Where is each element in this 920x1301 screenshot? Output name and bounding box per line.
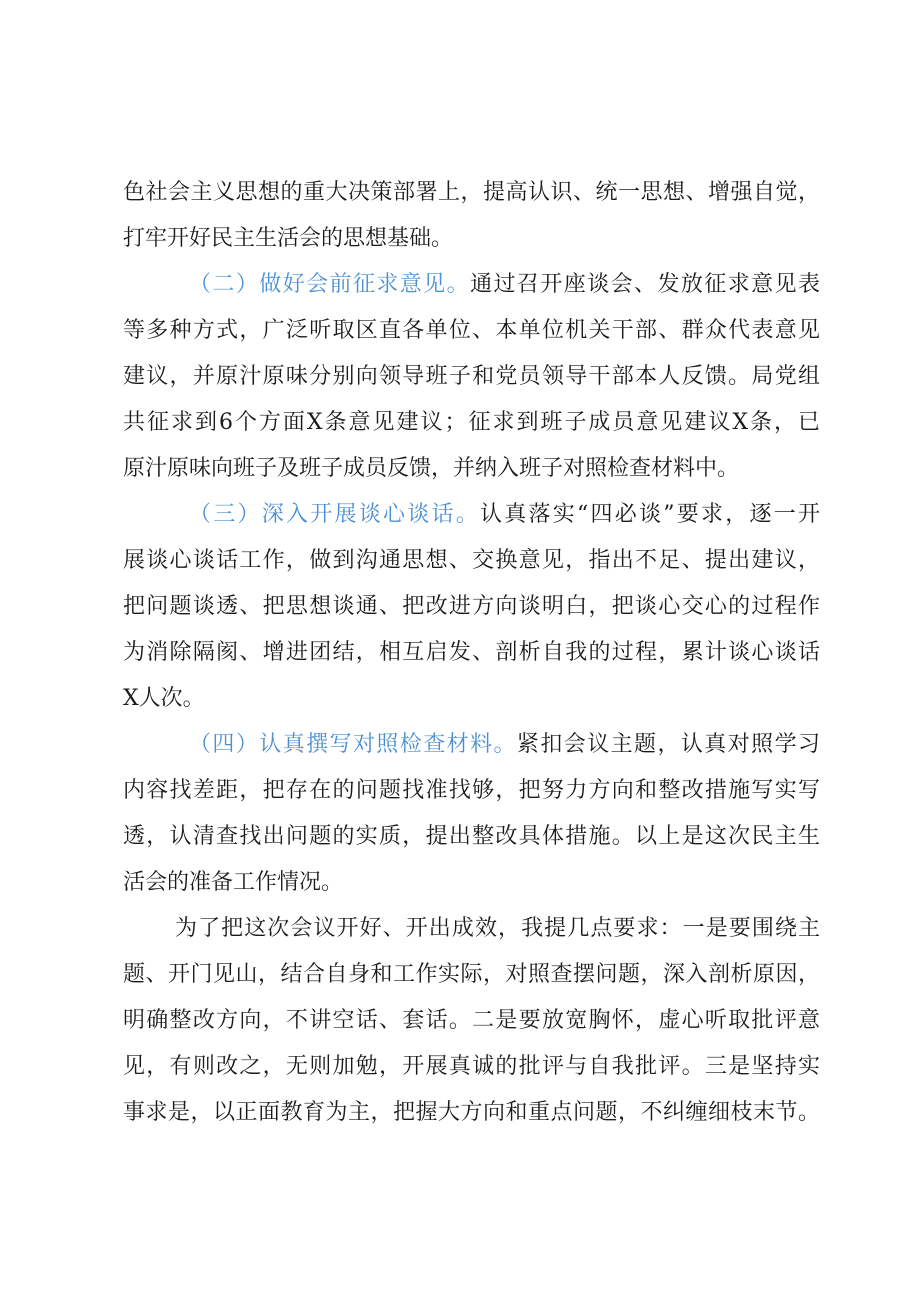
body-text-line: 共征求到6个方面X条意见建议；征求到班子成员意见建议X条，已 — [123, 410, 820, 435]
body-text-line: 打牢开好民主生活会的思想基础。 — [123, 226, 454, 251]
body-text-line: 事求是，以正面教育为主，把握大方向和重点问题，不纠缠细枝末节。 — [123, 1100, 820, 1125]
section-heading: （四）认真撰写对照检查材料。 — [189, 732, 517, 757]
body-text-line: 题、开门见山，结合自身和工作实际，对照查摆问题，深入剖析原因， — [123, 962, 820, 987]
body-text: 紧扣会议主题，认真对照学习 — [516, 732, 820, 757]
paragraph-line-with-heading — [189, 267, 820, 298]
body-text-line: 建议，并原汁原味分别向领导班子和党员领导干部本人反馈。局党组 — [123, 364, 820, 389]
body-text-line: 展谈心谈话工作，做到沟通思想、交换意见，指出不足、提出建议， — [123, 548, 820, 573]
body-text: 通过召开座谈会、发放征求意见表 — [470, 272, 820, 297]
section-heading: （三）深入开展谈心谈话。 — [189, 502, 480, 527]
body-text-line: X人次。 — [123, 686, 205, 711]
body-text-line: 等多种方式，广泛听取区直各单位、本单位机关干部、群众代表意见 — [123, 318, 820, 343]
body-text-line: 见，有则改之，无则加勉，开展真诚的批评与自我批评。三是坚持实 — [123, 1054, 820, 1079]
body-text-line: 透，认清查找出问题的实质，提出整改具体措施。以上是这次民主生 — [123, 824, 820, 849]
body-text-line: 把问题谈透、把思想谈通、把改进方向谈明白，把谈心交心的过程作 — [123, 594, 820, 619]
body-text-line: 明确整改方向，不讲空话、套话。二是要放宽胸怀，虚心听取批评意 — [123, 1008, 820, 1033]
section-heading: （二）做好会前征求意见。 — [189, 272, 471, 297]
paragraph-line-with-heading — [189, 497, 820, 528]
body-text-line: 内容找差距，把存在的问题找准找够，把努力方向和整改措施写实写 — [123, 778, 820, 803]
body-text-line: 色社会主义思想的重大决策部署上，提高认识、统一思想、增强自觉， — [123, 180, 820, 205]
body-text: 认真落实“四必谈”要求，逐一开 — [480, 502, 820, 527]
body-text-line: 为消除隔阂、增进团结，相互启发、剖析自我的过程，累计谈心谈话 — [123, 640, 820, 665]
body-text-line: 为了把这次会议开好、开出成效，我提几点要求：一是要围绕主 — [175, 916, 820, 941]
body-text-line: 原汁原味向班子及班子成员反馈，并纳入班子对照检查材料中。 — [123, 456, 740, 481]
body-text-line: 活会的准备工作情况。 — [123, 870, 344, 895]
paragraph-line-with-heading — [189, 727, 820, 758]
